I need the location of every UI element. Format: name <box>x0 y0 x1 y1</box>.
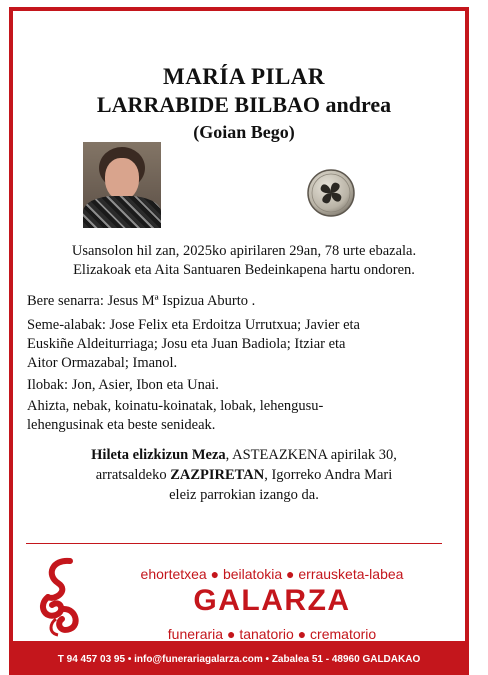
funeral-line-1 <box>0 446 488 465</box>
family-line-relatives-1: Ahizta, nebak, koinatu-koinatak, lobak, lehengusu- <box>27 398 324 414</box>
service-funeraria: funeraria <box>167 626 224 642</box>
funeral-mass-label: Hileta elizkizun Meza <box>91 447 226 463</box>
company-name: GALARZA <box>193 584 351 617</box>
contact-footer: T 94 457 03 95 • info@funerariagalarza.com • Zabalea 51 - 48960 GALDAKAO <box>9 645 469 675</box>
funeral-line-2 <box>0 466 488 485</box>
service-crematorio: crematorio <box>310 626 377 642</box>
funeral-line-3: eleiz parrokian izango da. <box>169 487 319 503</box>
rest-in-peace-note: (Goian Bego) <box>193 122 295 142</box>
section-divider <box>26 543 442 544</box>
service-ehortetxea: ehortetxea <box>140 566 207 582</box>
deceased-surname: LARRABIDE BILBAO andrea <box>96 92 392 117</box>
deceased-first-name: MARÍA PILAR <box>162 64 326 89</box>
funeral-place: , Igorreko Andra Mari <box>264 467 393 483</box>
family-line-children-1: Seme-alabak: Jose Felix eta Erdoitza Urrutxua; Javier eta <box>27 317 360 333</box>
death-info-line-2: Elizakoak eta Aita Santuaren Bedeinkapena hartu ondoren. <box>73 262 415 278</box>
funeral-date: , ASTEAZKENA apirilak 30, <box>225 447 397 463</box>
lauburu-cross-icon <box>306 168 356 218</box>
death-info-line-1: Usansolon hil zan, 2025ko apirilaren 29an, 78 urte ebazala. <box>71 243 417 259</box>
service-errausketa: errausketa-labea <box>298 566 404 582</box>
services-spanish: funeraria ● tanatorio ● crematorio <box>167 626 377 642</box>
services-basque: ehortetxea ● beilatokia ● errausketa-labea <box>140 566 404 582</box>
family-line-children-3: Aitor Ormazabal; Imanol. <box>27 355 178 371</box>
family-line-relatives-2: lehengusinak eta beste senideak. <box>27 417 216 433</box>
funeral-time-prefix: arratsaldeko <box>95 467 171 483</box>
family-line-spouse: Bere senarra: Jesus Mª Ispizua Aburto . <box>27 293 256 309</box>
funeral-time: ZAZPIRETAN <box>170 467 265 483</box>
deceased-photo <box>83 142 161 228</box>
service-tanatorio: tanatorio <box>239 626 294 642</box>
galarza-logo-icon <box>30 553 92 637</box>
service-beilatokia: beilatokia <box>222 566 283 582</box>
family-line-children-2: Euskiñe Aldeiturriaga; Josu eta Juan Badiola; Itziar eta <box>27 336 346 352</box>
family-line-grandchildren: Ilobak: Jon, Asier, Ibon eta Unai. <box>27 377 219 393</box>
